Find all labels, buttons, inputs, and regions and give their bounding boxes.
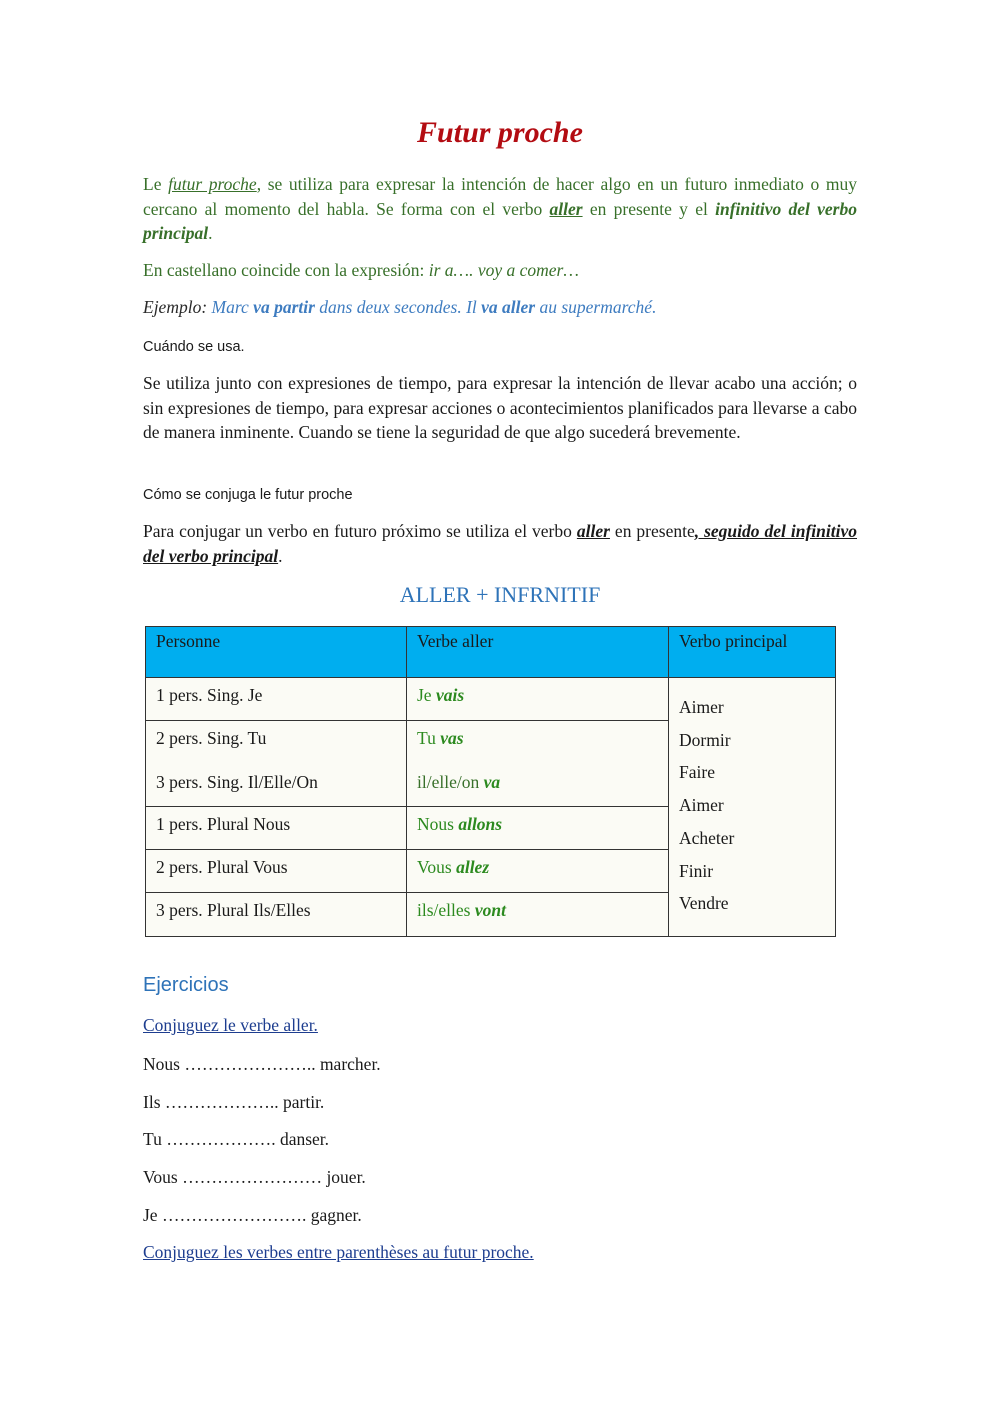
como-paragraph [143, 519, 857, 568]
como-text-2: en presente [609, 521, 695, 541]
intro-le: Le [143, 174, 169, 194]
aller-cell [407, 721, 669, 807]
aller-cell [407, 678, 669, 721]
verbos-list [679, 678, 825, 920]
table-title: ALLER + INFRNITIF [399, 582, 601, 607]
persona-text: 3 pers. Sing. Il/Elle/On [156, 772, 318, 792]
como-end: . [278, 545, 283, 566]
persona-cell [146, 678, 407, 721]
aller-form: vont [474, 900, 506, 920]
ejercicios-heading: Ejercicios [143, 974, 229, 996]
exercise-item: Je ……………………. gagner. [143, 1205, 362, 1225]
verbo-item: Acheter [679, 827, 735, 848]
table-header-row [146, 627, 836, 678]
cuando-heading: Cuándo se usa. [143, 339, 245, 355]
aller-cell [407, 893, 669, 937]
pronoun-text: Je [417, 685, 436, 705]
exercise-instruction-1[interactable] [143, 1015, 318, 1036]
aller-form: vas [440, 728, 464, 748]
exercise-item: Vous …………………… jouer. [143, 1167, 366, 1187]
exercise-item: Nous ………………….. marcher. [143, 1054, 381, 1074]
persona-text: 2 pers. Sing. Tu [156, 728, 267, 748]
castellano-expr: ir a…. voy a comer… [428, 260, 579, 280]
aller-form: vais [435, 685, 465, 705]
como-text-3: , seguido del infinitivo del verbo principal [143, 521, 857, 566]
como-heading: Cómo se conjuga le futur proche [143, 487, 353, 503]
persona-cell [146, 721, 407, 807]
castellano-paragraph [143, 258, 857, 283]
persona-text: 2 pers. Plural Vous [156, 857, 288, 877]
persona-cell [146, 850, 407, 893]
ejemplo-paragraph [143, 295, 857, 320]
exercise-item: Tu ………………. danser. [143, 1129, 330, 1149]
persona-cell [146, 893, 407, 937]
verbo-item: Vendre [679, 893, 729, 914]
aller-cell [407, 850, 669, 893]
castellano-text: En castellano coincide con la expresión: [143, 260, 429, 280]
header-verbe-aller: Verbe aller [407, 627, 669, 678]
header-personne: Personne [146, 627, 407, 678]
persona-text: 1 pers. Plural Nous [156, 814, 291, 834]
pronoun-text: Vous [417, 857, 457, 877]
intro-text-1: , se utiliza para expresar la intención de hacer algo en un futuro inmediato o muy cercano al momento del habla. Se forma con el verbo [143, 174, 857, 219]
intro-term: futur proche [168, 174, 257, 194]
ejemplo-b1: va partir [253, 297, 315, 317]
persona-text: 3 pers. Plural Ils/Elles [156, 900, 311, 920]
ejemplo-label: Ejemplo: [143, 297, 208, 317]
verbo-item: Faire [679, 762, 715, 783]
verbo-item: Dormir [679, 729, 731, 750]
pronoun-text: Nous [417, 814, 459, 834]
pronoun-text: Tu [417, 728, 441, 748]
pronoun-text: il/elle/on [417, 772, 484, 792]
aller-form: va [483, 772, 501, 792]
table-row [146, 678, 836, 721]
ejemplo-s3: au supermarché. [535, 297, 657, 317]
verbo-item: Aimer [679, 795, 724, 816]
instruction-link[interactable]: Conjuguez les verbes entre parenthèses au futur proche. [143, 1242, 534, 1262]
exercise-instruction-2[interactable] [143, 1242, 534, 1263]
aller-form: allons [458, 814, 503, 834]
exercise-item: Ils ……………….. partir. [143, 1092, 325, 1112]
persona-text: 1 pers. Sing. Je [156, 685, 263, 705]
page-title: Futur proche [417, 116, 583, 149]
ejemplo-s1: Marc [207, 297, 254, 317]
ejemplo-s2: dans deux secondes. Il [314, 297, 482, 317]
persona-cell [146, 807, 407, 850]
verbo-item: Finir [679, 860, 714, 881]
intro-infinitivo: infinitivo del verbo principal [143, 198, 857, 243]
ejemplo-b2: va aller [481, 297, 536, 317]
verbo-item: Aimer [679, 697, 724, 717]
aller-form: allez [456, 857, 490, 877]
cuando-paragraph: Se utiliza junto con expresiones de tiempo, para expresar la intención de llevar acabo una acción; o sin expresiones de tiempo, para expresar acciones o acontecimientos planificados para llevarse a cabo de manera inminente. Cuando se tiene la seguridad de que algo sucederá brevemente. [143, 373, 857, 442]
aller-cell [407, 807, 669, 850]
pronoun-text: ils/elles [417, 900, 475, 920]
header-verbo-principal: Verbo principal [669, 627, 836, 678]
instruction-link[interactable]: Conjuguez le verbe aller. [143, 1015, 318, 1035]
intro-end: . [208, 223, 213, 243]
intro-text-2: en presente y el [582, 198, 716, 219]
como-text-1: Para conjugar un verbo en futuro próximo se utiliza el verbo [143, 521, 577, 541]
verbos-cell [669, 678, 836, 937]
conjugation-table [145, 626, 836, 937]
como-aller: aller [576, 521, 610, 541]
intro-paragraph [143, 172, 857, 246]
intro-aller: aller [549, 198, 583, 219]
